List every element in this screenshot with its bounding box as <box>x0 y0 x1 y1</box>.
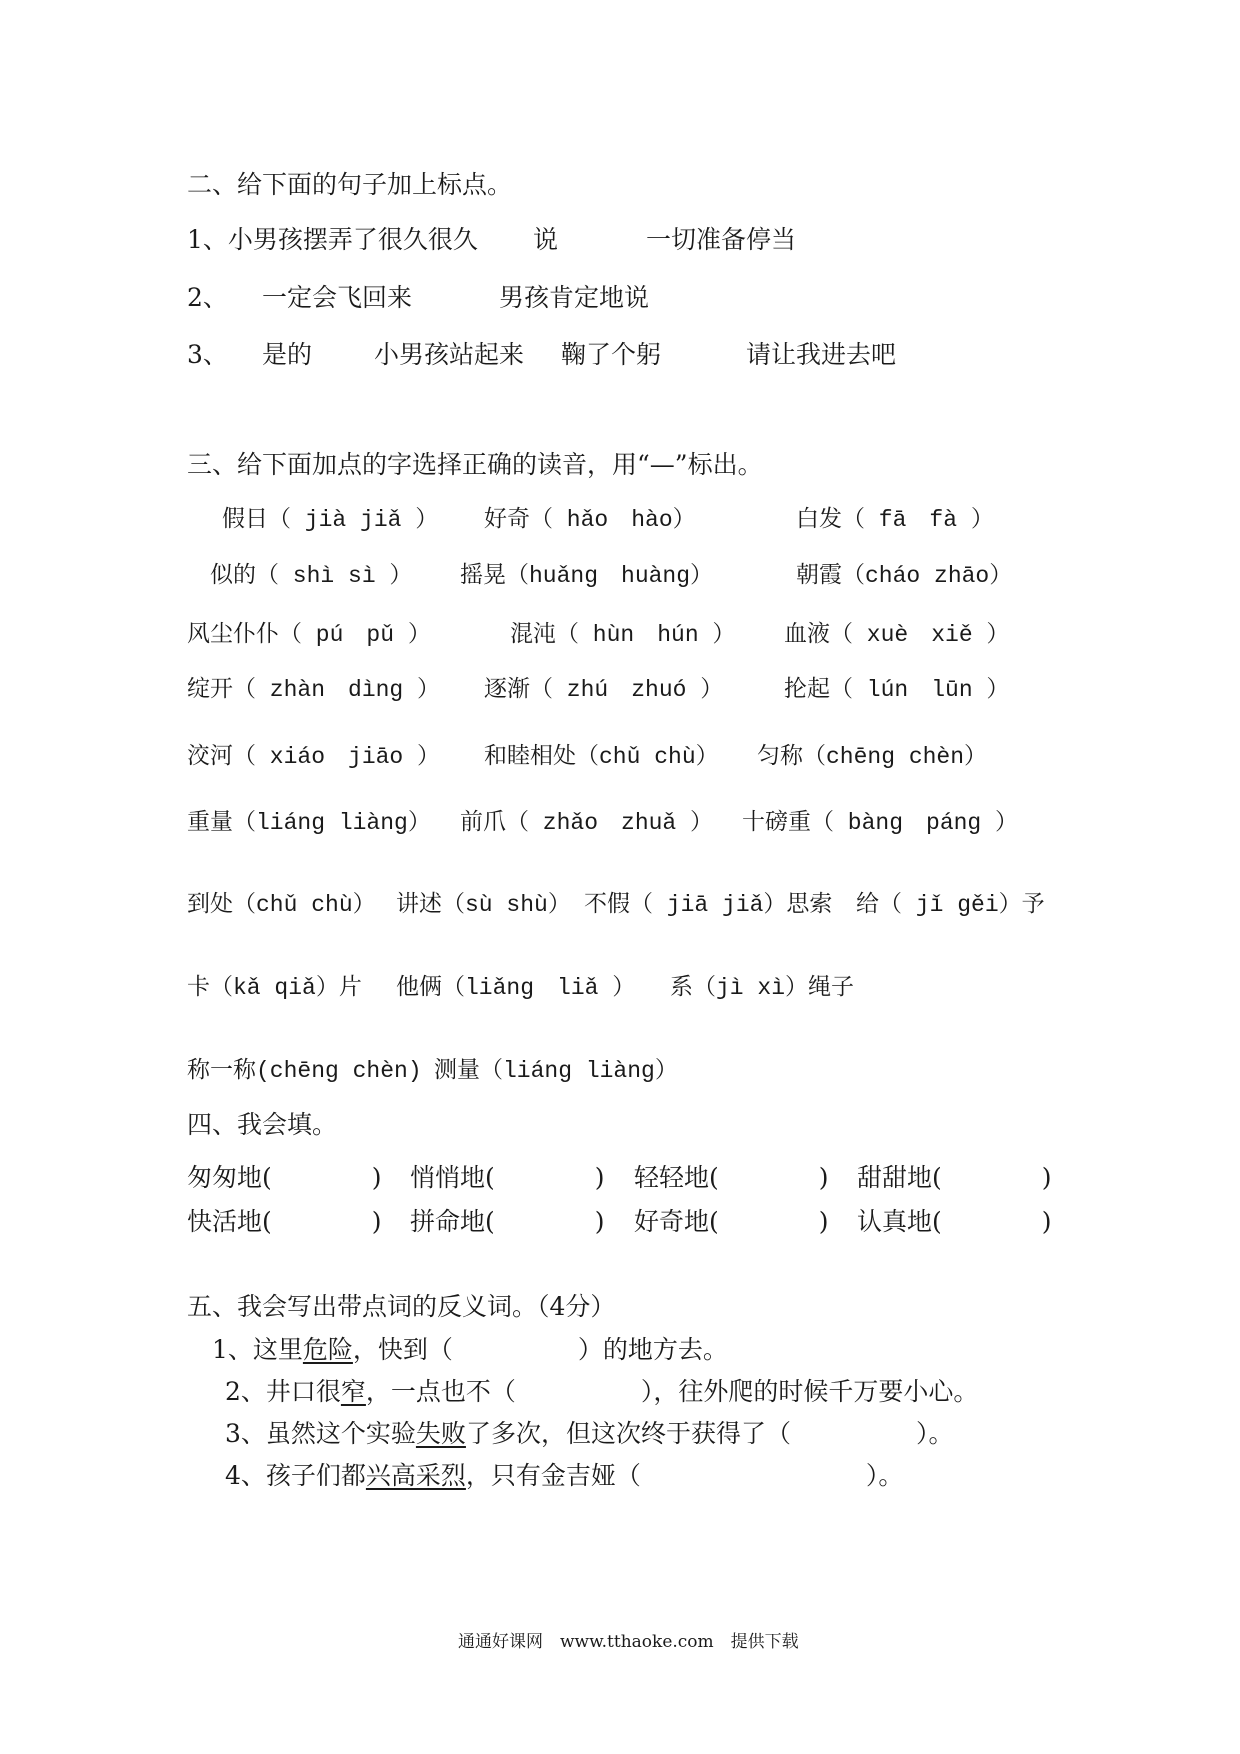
pinyin-item: 好奇（ hǎo hào） <box>484 507 696 533</box>
pinyin-item: 讲述（sù shù） <box>396 892 571 918</box>
pinyin-item: 风尘仆仆（ pú pǔ ） <box>187 622 431 648</box>
pinyin-item: 混沌（ hùn hún ） <box>510 622 736 648</box>
pinyin-item: 朝霞（cháo zhāo） <box>796 563 1013 589</box>
antonym-question-2: 2、井口很窄，一点也不（ ），往外爬的时候千万要小心。 <box>225 1377 979 1406</box>
section-5-heading: 五、我会写出带点词的反义词。（4分） <box>187 1292 616 1321</box>
pinyin-item: 卡（kǎ qiǎ）片 <box>187 975 362 1001</box>
dotted-word: 危险 <box>302 1335 353 1364</box>
s2-line1-c: 一切准备停当 <box>646 225 797 254</box>
s2-line2-b: 一定会飞回来 <box>262 283 413 312</box>
antonym-question-1: 1、这里危险，快到（ ）的地方去。 <box>212 1335 728 1364</box>
antonym-question-3: 3、虽然这个实验失败了多次，但这次终于获得了（ ）。 <box>225 1419 954 1448</box>
pinyin-item: 匀称（chēng chèn） <box>757 744 988 770</box>
s2-line2-c: 男孩肯定地说 <box>499 283 650 312</box>
pinyin-item: 和睦相处（chǔ chù） <box>484 744 719 770</box>
pinyin-item: 系（jì xì）绳子 <box>670 975 855 1001</box>
s2-line1-a: 1、小男孩摆弄了很久很久 <box>187 225 478 254</box>
pinyin-item: 十磅重（ bàng páng ） <box>742 810 1019 836</box>
dotted-word: 失败 <box>415 1419 466 1448</box>
pinyin-item: 给（ jǐ gěi）予 <box>856 892 1045 918</box>
footer-text: 通通好课网 www.tthaoke.com 提供下载 <box>458 1632 799 1652</box>
pinyin-item: 逐渐（ zhú zhuó ） <box>484 677 724 703</box>
pinyin-item: 摇晃（huǎng huàng） <box>460 563 714 589</box>
s2-line2-a: 2、 <box>187 283 228 312</box>
dotted-word: 窄 <box>340 1377 366 1406</box>
pinyin-item: 似的（ shì sì ） <box>210 563 413 589</box>
antonym-question-4: 4、孩子们都兴高采烈，只有金吉娅（ ）。 <box>225 1461 904 1490</box>
s2-line1-b: 说 <box>533 225 559 254</box>
s2-line3-a: 3、 <box>187 340 228 369</box>
fill-item: 匆匆地( ) <box>187 1163 382 1192</box>
fill-item: 悄悄地( ) <box>410 1163 605 1192</box>
section-3-heading: 三、给下面加点的字选择正确的读音，用“—”标出。 <box>187 450 763 479</box>
pinyin-item: 不假（ jiā jiǎ）思索 <box>584 892 833 918</box>
fill-item: 轻轻地( ) <box>634 1163 829 1192</box>
pinyin-item: 绽开（ zhàn dìng ） <box>187 677 441 703</box>
s2-line3-e: 请让我进去吧 <box>746 340 897 369</box>
s2-line3-d: 鞠了个躬 <box>561 340 662 369</box>
fill-item: 认真地( ) <box>857 1207 1052 1236</box>
fill-item: 好奇地( ) <box>634 1207 829 1236</box>
pinyin-item: 他俩（liǎng liǎ ） <box>396 975 636 1001</box>
pinyin-item: 重量（liáng liàng） <box>187 810 431 836</box>
pinyin-item: 称一称(chēng chèn) <box>187 1058 422 1084</box>
section-4-heading: 四、我会填。 <box>187 1110 338 1139</box>
pinyin-item: 前爪（ zhǎo zhuǎ ） <box>460 810 714 836</box>
pinyin-item: 抡起（ lún lūn ） <box>784 677 1010 703</box>
s2-line3-c: 小男孩站起来 <box>374 340 525 369</box>
pinyin-item: 假日（ jià jiǎ ） <box>222 507 439 533</box>
section-2-heading: 二、给下面的句子加上标点。 <box>187 170 513 199</box>
pinyin-item: 白发（ fā fà ） <box>796 507 994 533</box>
pinyin-item: 测量（liáng liàng） <box>434 1058 678 1084</box>
fill-item: 拼命地( ) <box>410 1207 605 1236</box>
fill-item: 快活地( ) <box>187 1207 382 1236</box>
dotted-word: 兴高采烈 <box>365 1461 466 1490</box>
pinyin-item: 血液（ xuè xiě ） <box>784 622 1010 648</box>
pinyin-item: 到处（chǔ chù） <box>187 892 376 918</box>
fill-item: 甜甜地( ) <box>857 1163 1052 1192</box>
s2-line3-b: 是的 <box>262 340 313 369</box>
pinyin-item: 洨河（ xiáo jiāo ） <box>187 744 441 770</box>
